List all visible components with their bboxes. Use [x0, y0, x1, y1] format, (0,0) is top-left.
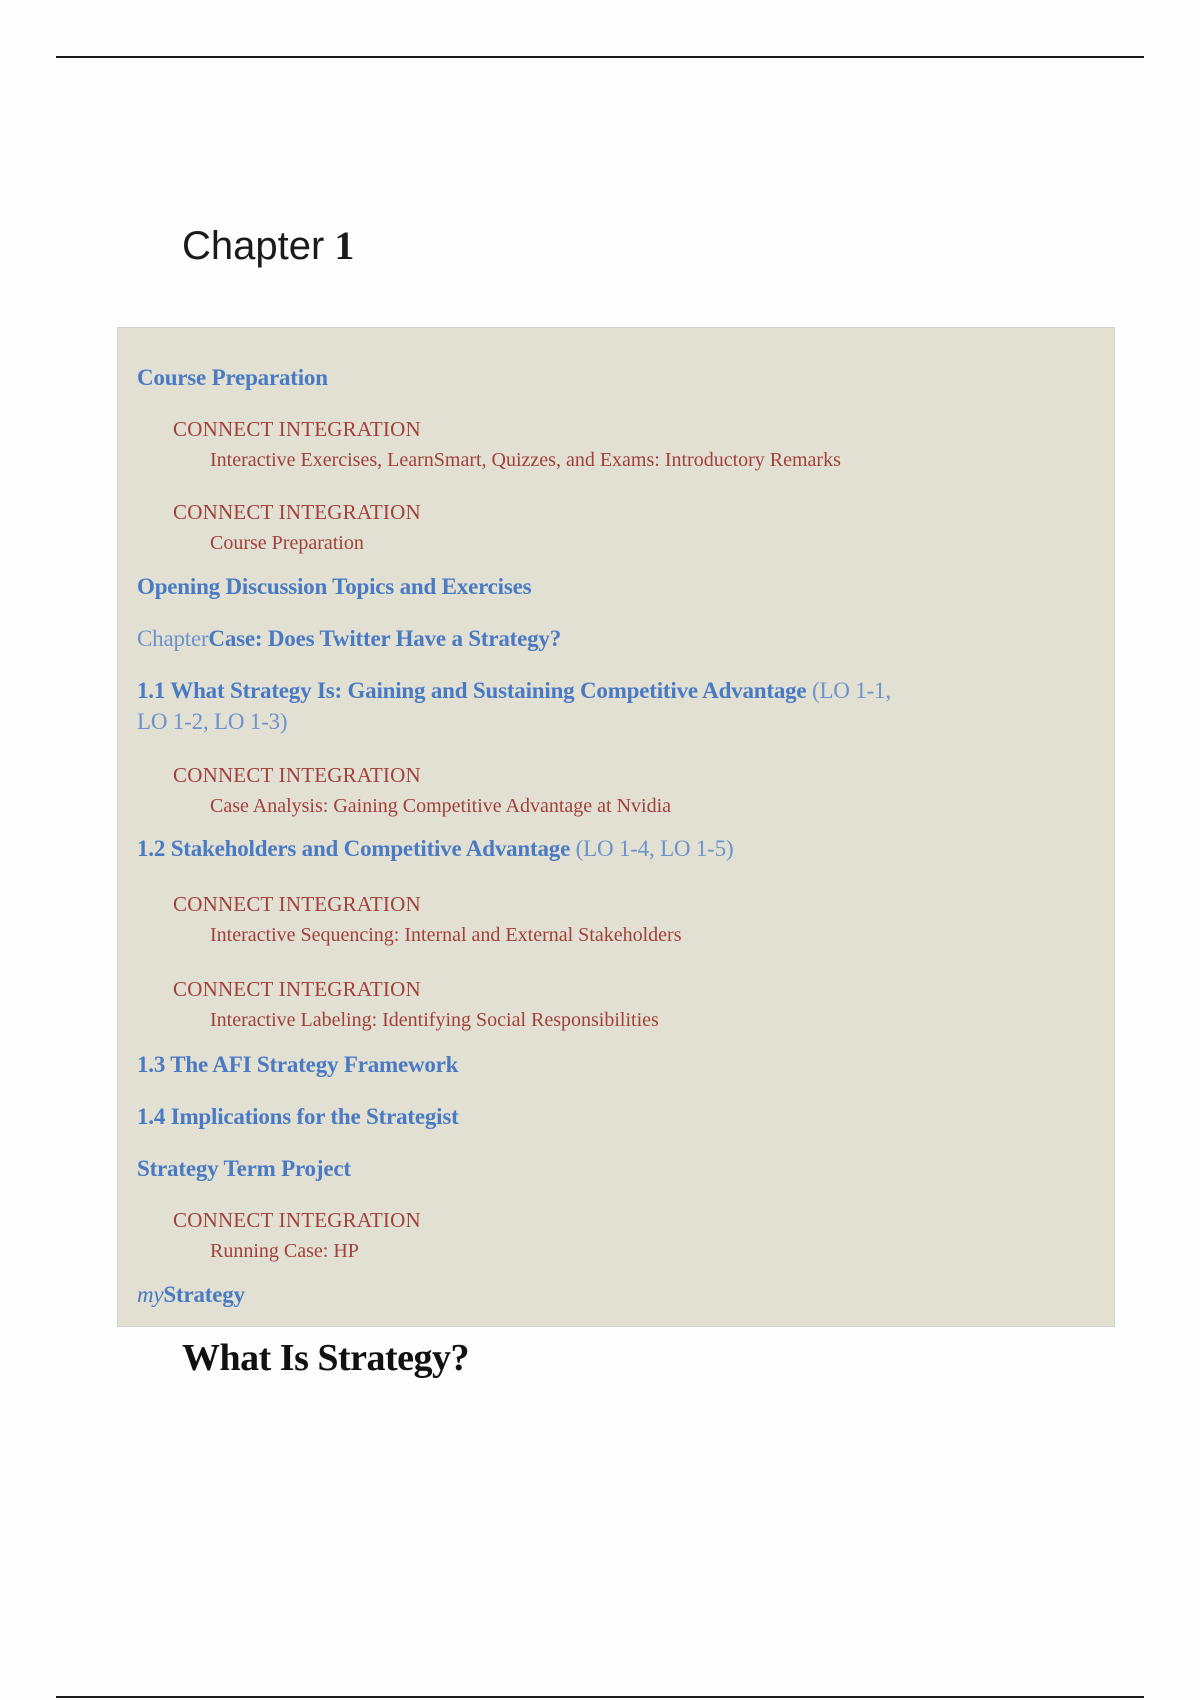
section-1-1-title: 1.1 What Strategy Is: Gaining and Sustaining Competitive Advantage — [137, 678, 807, 703]
top-rule — [56, 56, 1144, 58]
section-1-2-lo: (LO 1-4, LO 1-5) — [575, 836, 734, 861]
connect-integration-block — [173, 889, 681, 951]
chapter-heading — [182, 222, 354, 269]
toc-link-course-preparation-integration[interactable]: Course Preparation — [210, 532, 364, 554]
toc-link-introductory-remarks[interactable]: Interactive Exercises, LearnSmart, Quizzes, and Exams: Introductory Remarks — [210, 449, 841, 471]
chapter-number: 1 — [334, 223, 355, 268]
section-1-1-lo-second: LO 1-2, LO 1-3) — [137, 709, 288, 734]
connect-integration-label: CONNECT INTEGRATION — [173, 977, 421, 1001]
chapter-contents-box — [117, 327, 1115, 1327]
toc-link-interactive-sequencing[interactable]: Interactive Sequencing: Internal and External Stakeholders — [210, 924, 682, 946]
chapter-case-prefix: Chapter — [137, 626, 209, 651]
toc-link-section-1-4[interactable]: 1.4 Implications for the Strategist — [137, 1104, 459, 1129]
toc-link-opening-discussion[interactable]: Opening Discussion Topics and Exercises — [137, 574, 532, 599]
bottom-rule — [56, 1696, 1144, 1698]
toc-link-term-project[interactable]: Strategy Term Project — [137, 1156, 351, 1181]
section-1-2-title: 1.2 Stakeholders and Competitive Advantage — [137, 836, 571, 861]
connect-integration-block — [173, 1205, 421, 1267]
chapter-case-title: Case: Does Twitter Have a Strategy? — [208, 626, 562, 651]
toc-link-section-1-1[interactable] — [137, 675, 891, 737]
connect-integration-block — [173, 974, 659, 1036]
connect-integration-block — [173, 760, 671, 822]
toc-link-nvidia-case-analysis[interactable]: Case Analysis: Gaining Competitive Advantage at Nvidia — [210, 795, 672, 817]
toc-link-course-preparation[interactable]: Course Preparation — [137, 365, 328, 390]
connect-integration-label: CONNECT INTEGRATION — [173, 892, 421, 916]
connect-integration-block — [173, 497, 421, 559]
toc-link-my-strategy[interactable] — [137, 1279, 245, 1310]
toc-link-chapter-case[interactable] — [137, 623, 561, 654]
section-title: What Is Strategy? — [182, 1337, 470, 1379]
connect-integration-block — [173, 414, 841, 476]
chapter-word: Chapter — [182, 224, 325, 268]
connect-integration-label: CONNECT INTEGRATION — [173, 417, 421, 441]
toc-link-section-1-3[interactable]: 1.3 The AFI Strategy Framework — [137, 1052, 459, 1077]
connect-integration-label: CONNECT INTEGRATION — [173, 763, 421, 787]
toc-link-section-1-2[interactable] — [137, 833, 733, 864]
connect-integration-label: CONNECT INTEGRATION — [173, 1208, 421, 1232]
toc-link-interactive-labeling[interactable]: Interactive Labeling: Identifying Social Responsibilities — [210, 1009, 659, 1031]
section-1-1-lo-first: (LO 1-1, — [812, 678, 891, 703]
my-strategy-suffix: Strategy — [163, 1282, 245, 1307]
toc-link-running-case-hp[interactable]: Running Case: HP — [210, 1240, 359, 1262]
my-strategy-prefix: my — [137, 1282, 164, 1307]
connect-integration-label: CONNECT INTEGRATION — [173, 500, 421, 524]
